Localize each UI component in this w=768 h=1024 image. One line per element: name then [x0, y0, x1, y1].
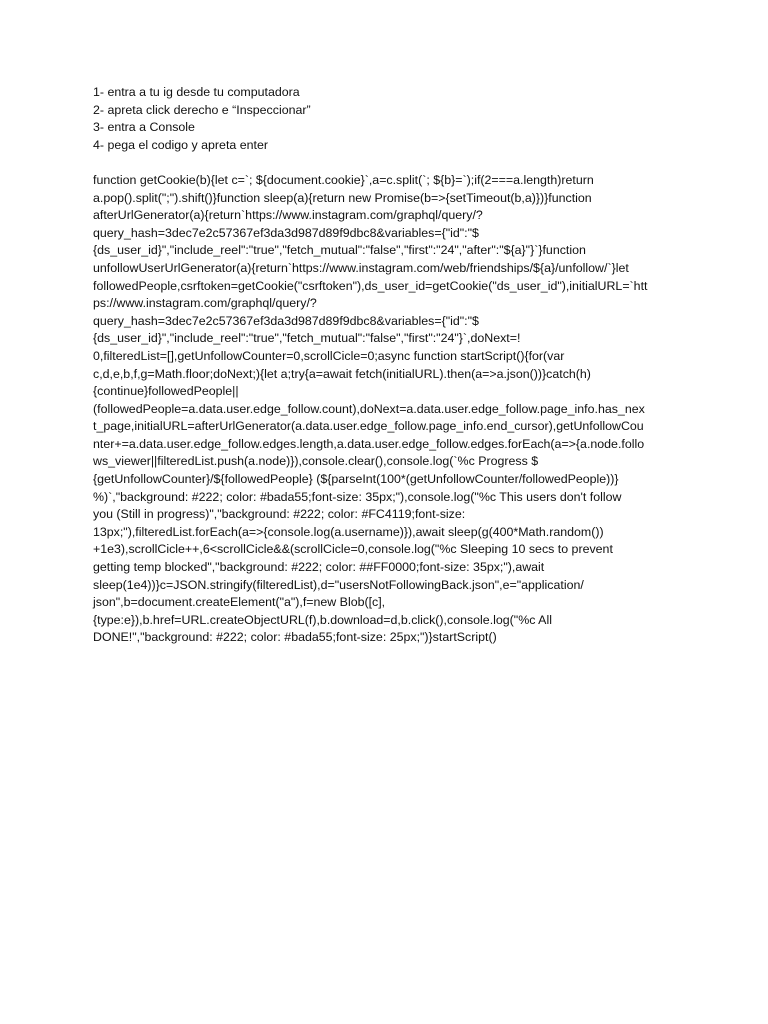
code-line: query_hash=3dec7e2c57367ef3da3d987d89f9dbc8&variables={"id":"$ [93, 225, 479, 240]
code-line: c,d,e,b,f,g=Math.floor;doNext;){let a;try{a=await fetch(initialURL).then(a=>a.json())}catch(h) [93, 366, 591, 381]
code-line: {ds_user_id}","include_reel":"true","fetch_mutual":"false","first":"24"}`,doNext=! [93, 331, 521, 346]
code-line: query_hash=3dec7e2c57367ef3da3d987d89f9dbc8&variables={"id":"$ [93, 313, 479, 328]
document-body [93, 84, 668, 647]
code-line: function getCookie(b){let c=`; ${document.cookie}`,a=c.split(`; ${b}=`);if(2===a.length)return [93, 172, 594, 187]
code-line: 13px;"),filteredList.forEach(a=>{console.log(a.username)}),await sleep(g(400*Math.random()) [93, 524, 604, 539]
code-line: 0,filteredList=[],getUnfollowCounter=0,scrollCicle=0;async function startScript(){for(var [93, 348, 565, 363]
paragraph-gap [93, 154, 668, 172]
code-line: t_page,initialURL=afterUrlGenerator(a.data.user.edge_follow.page_info.end_cursor),getUnfollowCou [93, 419, 644, 434]
code-line: %)`,"background: #222; color: #bada55;font-size: 35px;"),console.log("%c This users don't follow [93, 489, 622, 504]
code-line: {type:e}),b.href=URL.createObjectURL(f),b.download=d,b.click(),console.log("%c All [93, 612, 552, 627]
code-line: sleep(1e4))}c=JSON.stringify(filteredList),d="usersNotFollowingBack.json",e="application/ [93, 577, 584, 592]
code-line: ps://www.instagram.com/graphql/query/? [93, 296, 317, 311]
code-line: nter+=a.data.user.edge_follow.edges.length,a.data.user.edge_follow.edges.forEach(a=>{a.node.follo [93, 436, 645, 451]
code-line: (followedPeople=a.data.user.edge_follow.count),doNext=a.data.user.edge_follow.page_info.has_nex [93, 401, 645, 416]
code-line: a.pop().split(";").shift()}function sleep(a){return new Promise(b=>{setTimeout(b,a)})}function [93, 190, 592, 205]
code-line: +1e3),scrollCicle++,6<scrollCicle&&(scrollCicle=0,console.log("%c Sleeping 10 secs to prevent [93, 542, 613, 557]
code-line: json",b=document.createElement("a"),f=new Blob([c], [93, 595, 386, 610]
code-line: unfollowUserUrlGenerator(a){return`https://www.instagram.com/web/friendships/${a}/unfollow/`}let [93, 260, 629, 275]
instruction-list [93, 84, 668, 154]
code-line: {getUnfollowCounter}/${followedPeople} (${parseInt(100*(getUnfollowCounter/followedPeople))} [93, 472, 619, 487]
instruction-step-1: 1- entra a tu ig desde tu computadora [93, 85, 300, 99]
instruction-step-3: 3- entra a Console [93, 120, 195, 135]
code-line: getting temp blocked","background: #222; color: ##FF0000;font-size: 35px;"),await [93, 560, 545, 575]
code-line: followedPeople,csrftoken=getCookie("csrftoken"),ds_user_id=getCookie("ds_user_id"),initialURL=`htt [93, 278, 648, 293]
instruction-step-2: 2- apreta click derecho e “Inspeccionar” [93, 102, 311, 117]
code-snippet [93, 172, 668, 647]
code-line: you (Still in progress)","background: #222; color: #FC4119;font-size: [93, 507, 466, 522]
instruction-step-4: 4- pega el codigo y apreta enter [93, 137, 268, 152]
code-line: ws_viewer||filteredList.push(a.node)}),console.clear(),console.log(`%c Progress $ [93, 454, 539, 469]
code-line: DONE!","background: #222; color: #bada55;font-size: 25px;")}startScript() [93, 630, 497, 645]
code-line: afterUrlGenerator(a){return`https://www.instagram.com/graphql/query/? [93, 208, 483, 223]
code-line: {continue}followedPeople|| [93, 384, 239, 399]
code-line: {ds_user_id}","include_reel":"true","fetch_mutual":"false","first":"24","after":"${a}"}`}function [93, 243, 586, 258]
